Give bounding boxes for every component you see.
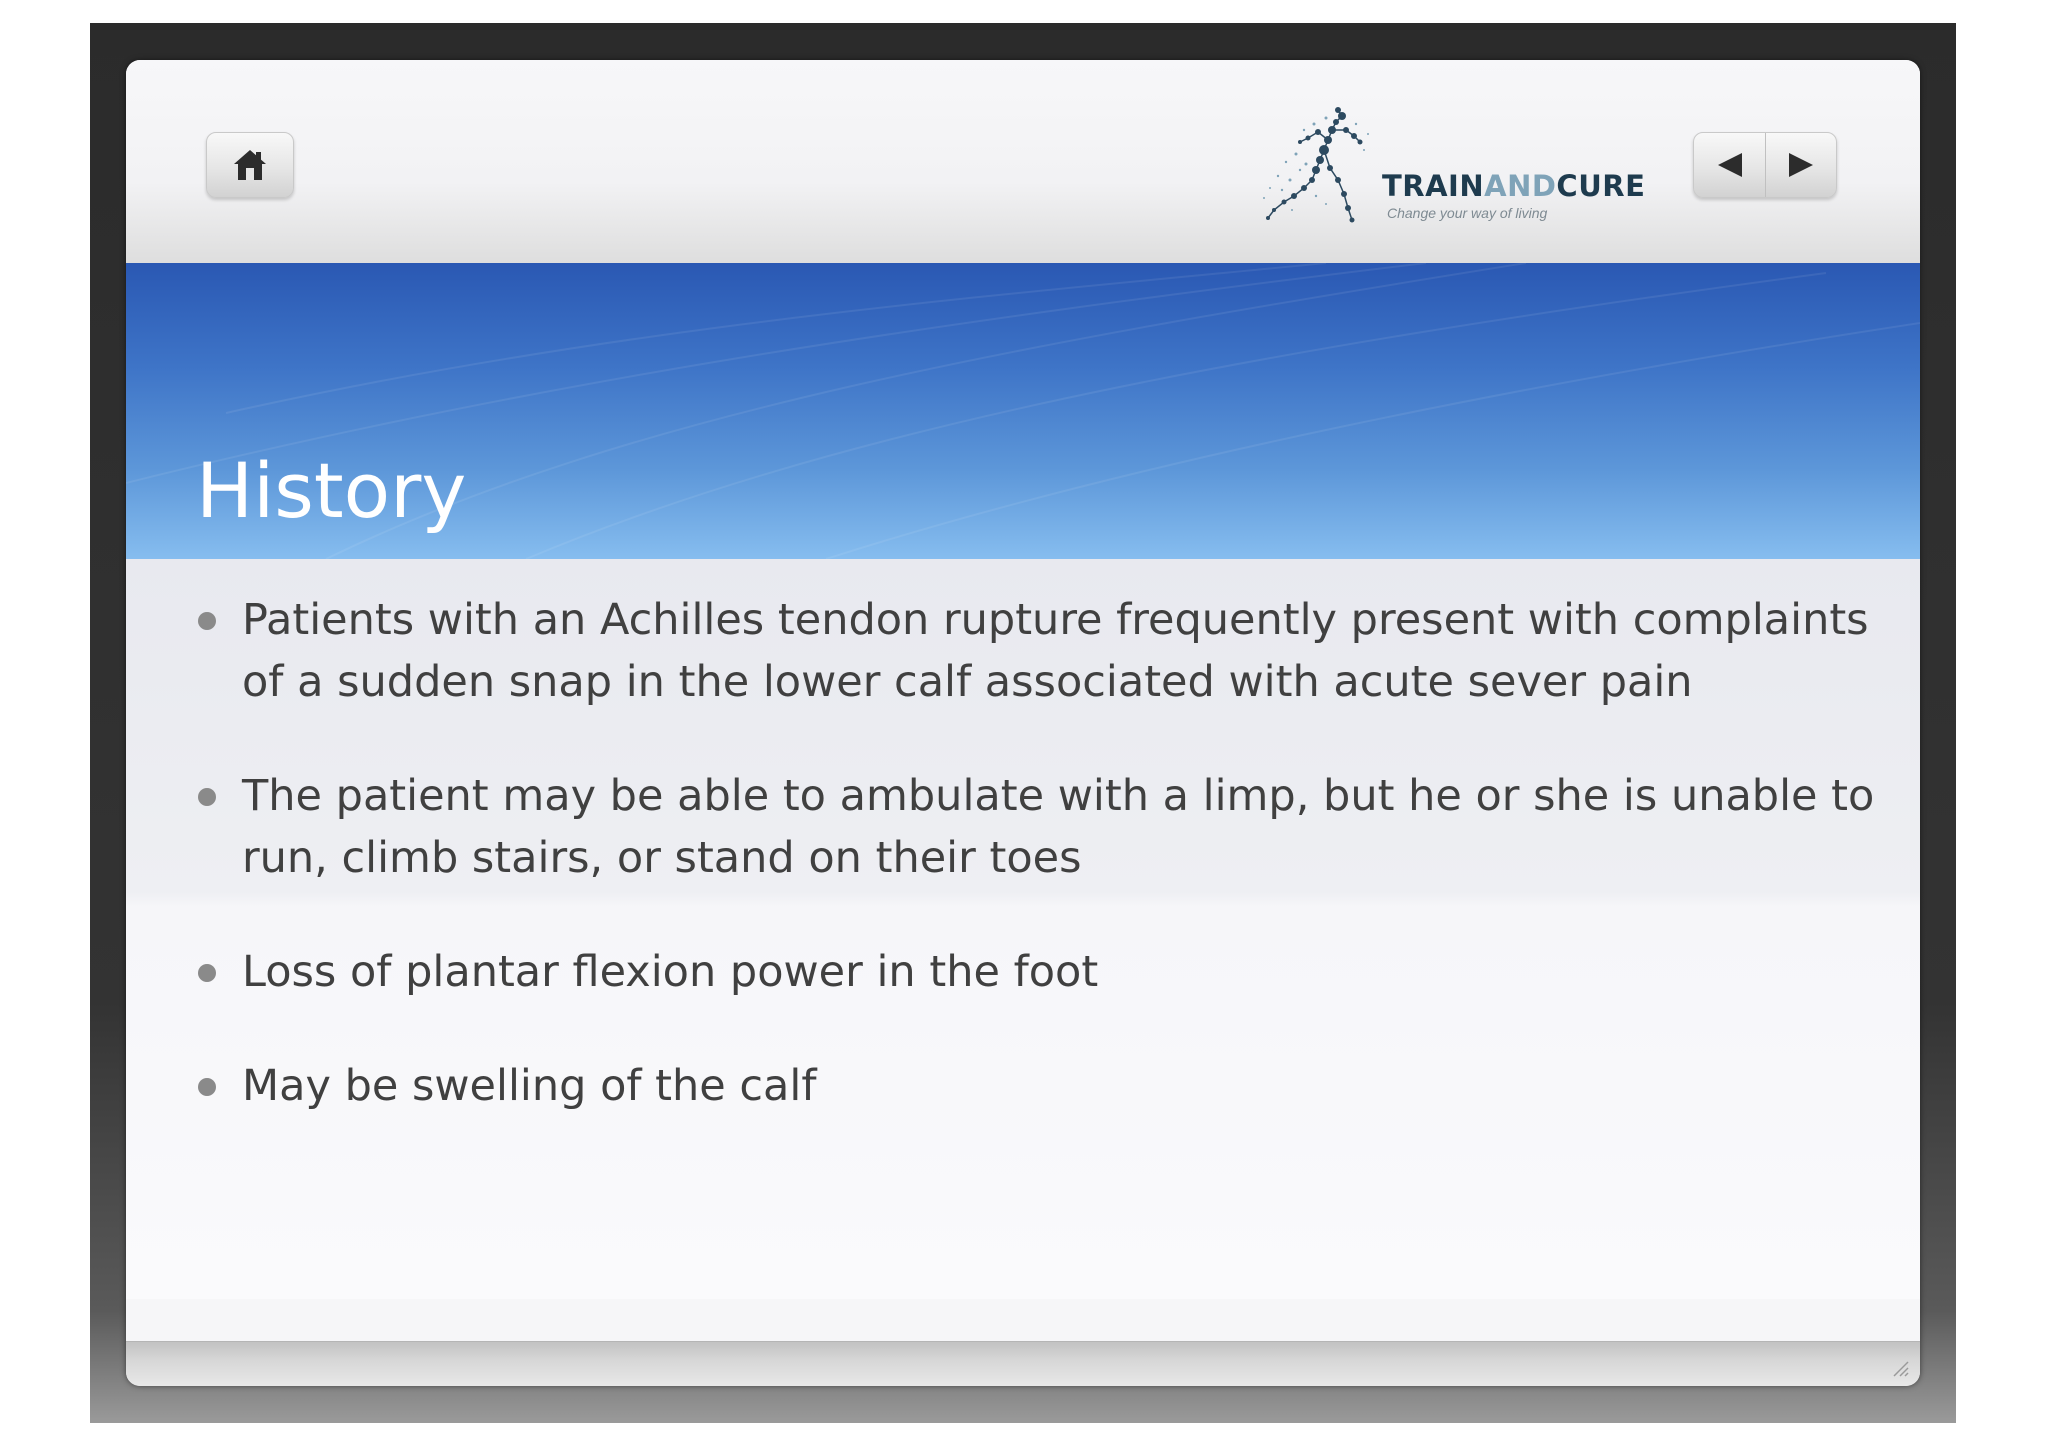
bullet-dot: [198, 612, 216, 630]
bullet-dot: [198, 1078, 216, 1096]
bullet-text: Patients with an Achilles tendon rupture frequently present with complaints of a sudden snap in the lower calf associated with acute sever pain: [242, 595, 1869, 707]
brand-tagline: Change your way of living: [1387, 205, 1548, 221]
arrow-right-icon: [1787, 151, 1815, 179]
bullet-text: The patient may be able to ambulate with a limp, but he or she is unable to run, climb stairs, or stand on their toes: [242, 771, 1875, 883]
runner-logo-graphic: [1256, 100, 1386, 230]
bullet-item: [196, 589, 1876, 713]
bullet-text: Loss of plantar flexion power in the foot: [242, 947, 1099, 997]
bullet-item: [196, 1055, 1876, 1117]
slide-footer: [126, 1341, 1920, 1386]
arrow-left-icon: [1716, 151, 1744, 179]
slide-header: [126, 60, 1920, 263]
brand-logo: [1256, 100, 1656, 230]
brand-name-part1: TRAIN: [1382, 169, 1485, 203]
slide-navigation: [1693, 132, 1837, 198]
slide-title: History: [196, 446, 467, 535]
brand-name: [1382, 169, 1646, 203]
resize-grip-icon[interactable]: [1890, 1358, 1910, 1378]
home-icon: [232, 148, 268, 182]
title-banner: [126, 263, 1920, 559]
brand-name-part2: AND: [1484, 169, 1557, 203]
previous-slide-button[interactable]: [1694, 133, 1766, 197]
bullet-item: [196, 941, 1876, 1003]
bullet-list: [196, 589, 1876, 1117]
next-slide-button[interactable]: [1765, 133, 1836, 197]
brand-name-part3: CURE: [1556, 169, 1646, 203]
bullet-item: [196, 765, 1876, 889]
slide-content: [126, 559, 1920, 1299]
bullet-dot: [198, 788, 216, 806]
slide: [126, 60, 1920, 1386]
bullet-dot: [198, 964, 216, 982]
bullet-text: May be swelling of the calf: [242, 1061, 817, 1111]
home-button[interactable]: [206, 132, 294, 198]
